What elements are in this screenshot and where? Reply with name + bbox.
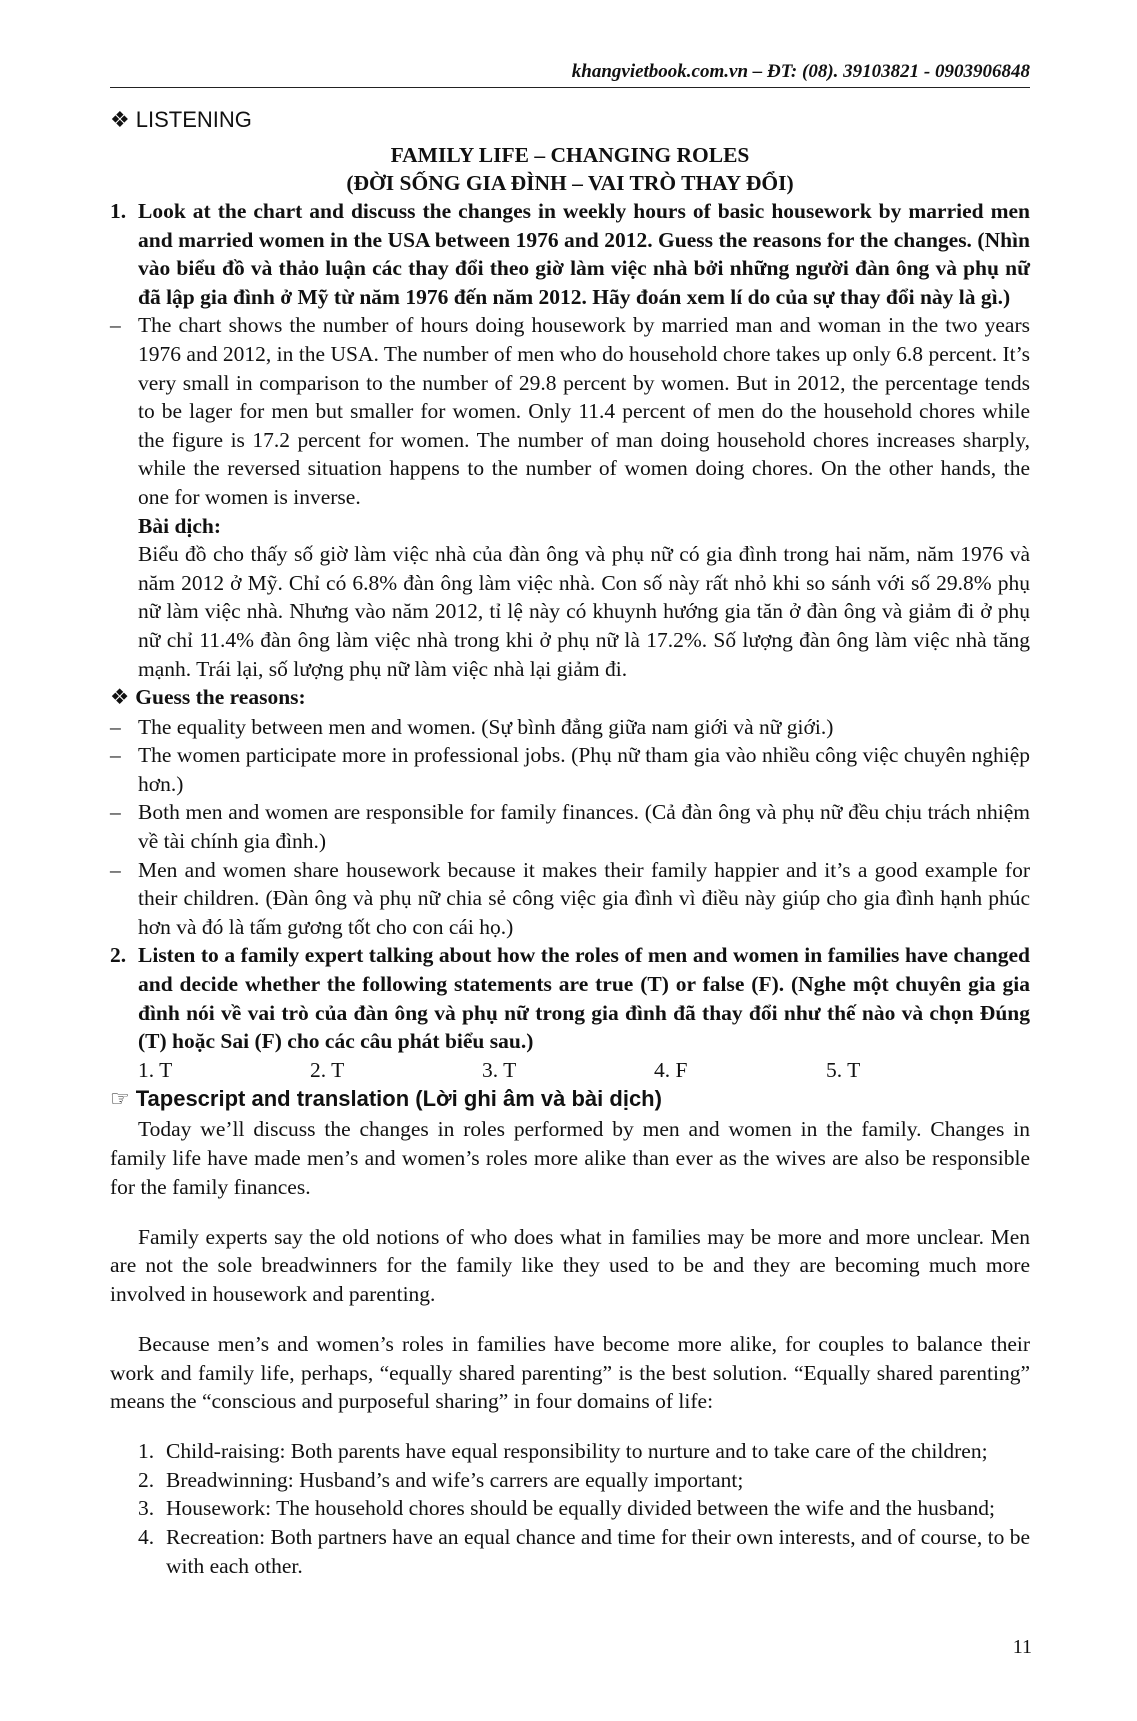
section-title: ❖ LISTENING: [110, 107, 252, 133]
answer-1: – The chart shows the number of hours doing housework by married man and woman in the two years 1976 and 2012, in the USA. The number of men who do household chore takes up only 6.8 percent. It’s very small in comparison to the number of 29.8 percent by women. But in 2012, the percentage tends to be lager for men but smaller for women. Only 11.4 percent of men do the household chores while the figure is 17.2 percent for women. The number of man doing household chores increases sharply, while the reversed situation happens to the number of women doing chores. On the other hands, the one for women is inverse.: [110, 313, 1030, 509]
translation-text: Biểu đồ cho thấy số giờ làm việc nhà của đàn ông và phụ nữ có gia đình trong hai năm, năm 1976 và năm 2012 ở Mỹ. Chỉ có 6.8% đàn ông làm việc nhà. Con số này rất nhỏ khi so sánh với số 29.8% phụ nữ làm việc nhà. Nhưng vào năm 2012, tỉ lệ này có khuynh hướng gia tăn ở đàn ông và giảm đi ở phụ nữ chỉ 11.4% đàn ông làm việc nhà trong khi ở phụ nữ là 17.2%. Số lượng đàn ông làm việc nhà tăng mạnh. Trái lại, số lượng phụ nữ làm việc nhà lại giảm đi.: [138, 542, 1030, 681]
tapescript-paragraph: Family experts say the old notions of who does what in families may be more and more unclear. Men are not the sole breadwinners for the family like they used to be and they are becoming much more involved in housework and parenting.: [110, 1224, 1030, 1306]
reason-item: – The women participate more in professional jobs. (Phụ nữ tham gia vào nhiều công việc chuyên nghiệp hơn.): [110, 743, 1030, 796]
answer-key: [110, 1056, 1030, 1085]
diamond-bullet-icon: ❖: [110, 108, 130, 133]
domain-item: 2. Breadwinning: Husband’s and wife’s carrers are equally important;: [138, 1467, 744, 1492]
tapescript-paragraph: Today we’ll discuss the changes in roles performed by men and women in the family. Changes in family life have made men’s and women’s roles more alike than ever as the wives are also be responsible for the family finances.: [110, 1117, 1030, 1199]
answer-item: 2. T: [310, 1057, 345, 1082]
page-header: khangvietbook.com.vn – ĐT: (08). 39103821 - 0903906848: [110, 60, 1030, 88]
domain-item: 3. Housework: The household chores should be equally divided between the wife and the husband;: [138, 1496, 995, 1521]
reason-item: – The equality between men and women. (Sự bình đẳng giữa nam giới và nữ giới.): [110, 714, 834, 739]
title-vietnamese: (ĐỜI SỐNG GIA ĐÌNH – VAI TRÒ THAY ĐỔI): [346, 171, 794, 195]
translation-label: Bài dịch:: [138, 513, 222, 538]
reason-item: – Both men and women are responsible for family finances. (Cả đàn ông và phụ nữ đều chịu trách nhiệm về tài chính gia đình.): [110, 800, 1030, 854]
pointing-hand-icon: ☞: [110, 1087, 130, 1113]
tapescript-paragraph: Because men’s and women’s roles in families have become more alike, for couples to balance their work and family life, perhaps, “equally shared parenting” is the best solution. “Equally shared parenting” means the “conscious and purposeful sharing” in four domains of life:: [110, 1331, 1030, 1414]
answer-item: 3. T: [482, 1057, 517, 1082]
page: [110, 60, 1030, 1580]
answer-item: 1. T: [138, 1057, 173, 1082]
answer-item: 4. F: [654, 1057, 688, 1082]
title-english: FAMILY LIFE – CHANGING ROLES: [390, 143, 750, 167]
guess-title: ❖ Guess the reasons:: [110, 685, 306, 711]
answer-item: 5. T: [826, 1057, 861, 1082]
domain-item: 4. Recreation: Both partners have an equal chance and time for their own interests, and of course, to be with each other.: [138, 1525, 1030, 1578]
reason-item: – Men and women share housework because it makes their family happier and it’s a good example for their children. (Đàn ông và phụ nữ chia sẻ công việc gia đình vì điều này giúp cho gia đình hạnh phúc hơn và đó là tấm gương tốt cho con cái họ.): [110, 857, 1030, 939]
question-1: 1. Look at the chart and discuss the changes in weekly hours of basic housework by married men and married women in the USA between 1976 and 2012. Guess the reasons for the changes. (Nhìn vào biểu đồ và thảo luận các thay đổi theo giờ làm việc nhà bởi những người đàn ông và phụ nữ đã lập gia đình ở Mỹ từ năm 1976 đến năm 2012. Hãy đoán xem lí do của sự thay đổi này là gì.): [110, 199, 1030, 309]
question-2: 2. Listen to a family expert talking about how the roles of men and women in families have changed and decide whether the following statements are true (T) or false (F). (Nghe một chuyên gia gia đình nói về vai trò của đàn ông và phụ nữ trong gia đình đã thay đổi như thế nào và chọn Đúng (T) hoặc Sai (F) cho các câu phát biểu sau.): [110, 943, 1030, 1054]
tapescript-title: ☞ Tapescript and translation (Lời ghi âm và bài dịch): [110, 1086, 662, 1113]
page-number: 11: [1012, 1636, 1032, 1658]
domain-item: 1. Child-raising: Both parents have equal responsibility to nurture and to take care of the children;: [138, 1439, 988, 1464]
diamond-bullet-icon: ❖: [110, 685, 130, 711]
